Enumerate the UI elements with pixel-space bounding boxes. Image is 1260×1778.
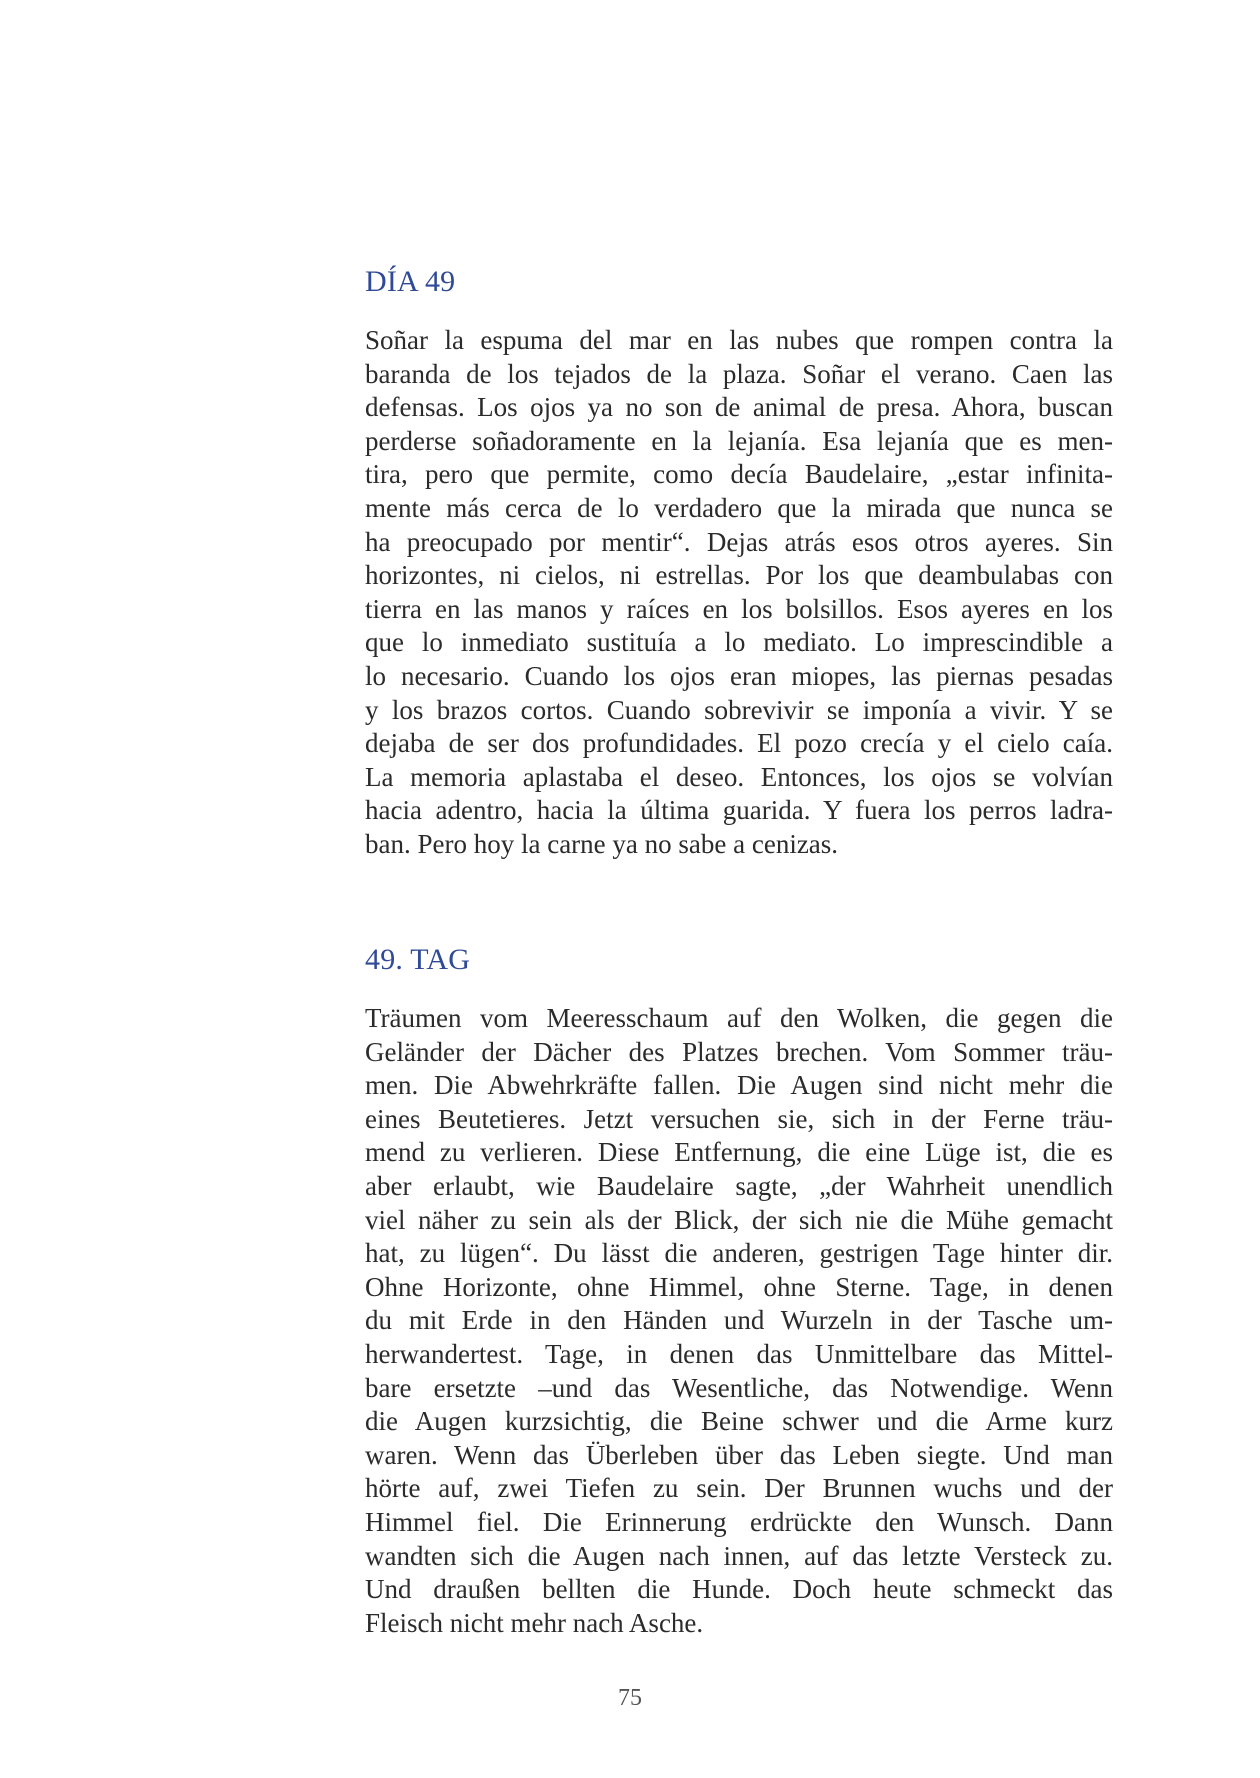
page-number: 75	[618, 1685, 642, 1711]
text-line: Fleisch nicht mehr nach Asche.	[365, 1607, 704, 1638]
text-line: Soñar la espuma del mar en las nubes que rompen contra la	[365, 325, 1113, 355]
text-line: tira, pero que permite, como decía Baudelaire, „estar infinita-	[365, 459, 1113, 490]
text-line: bare ersetzte –und das Wesentliche, das Notwendige. Wenn	[365, 1372, 1113, 1403]
text-line: hat, zu lügen“. Du lässt die anderen, gestrigen Tage hinter dir.	[365, 1238, 1113, 1269]
text-line: hörte auf, zwei Tiefen zu sein. Der Brunnen wuchs und der	[365, 1473, 1113, 1504]
text-line: tierra en las manos y raíces en los bolsillos. Esos ayeres en los	[365, 593, 1113, 624]
text-line: waren. Wenn das Überleben über das Leben siegte. Und man	[365, 1439, 1113, 1470]
text-line: Ohne Horizonte, ohne Himmel, ohne Sterne. Tage, in denen	[365, 1271, 1113, 1302]
section-german	[365, 940, 1113, 1640]
text-line: baranda de los tejados de la plaza. Soñar el verano. Caen las	[365, 358, 1113, 389]
text-line: die Augen kurzsichtig, die Beine schwer und die Arme kurz	[365, 1406, 1113, 1437]
section-body-spanish	[365, 324, 1113, 862]
text-line: que lo inmediato sustituía a lo mediato. Lo imprescindible a	[365, 627, 1113, 658]
text-line: aber erlaubt, wie Baudelaire sagte, „der Wahrheit unendlich	[365, 1170, 1113, 1201]
text-line: hacia adentro, hacia la última guarida. Y fuera los perros ladra-	[365, 795, 1113, 826]
text-line: herwandertest. Tage, in denen das Unmittelbare das Mittel-	[365, 1338, 1113, 1369]
text-line: y los brazos cortos. Cuando sobrevivir se imponía a vivir. Y se	[365, 694, 1113, 725]
text-line: du mit Erde in den Händen und Wurzeln in der Tasche um-	[365, 1305, 1113, 1336]
text-line: lo necesario. Cuando los ojos eran miopes, las piernas pesadas	[365, 660, 1113, 691]
text-line: wandten sich die Augen nach innen, auf das letzte Versteck zu.	[365, 1540, 1113, 1571]
text-line: perderse soñadoramente en la lejanía. Esa lejanía que es men-	[365, 425, 1113, 456]
section-heading-spanish: DÍA 49	[365, 265, 456, 298]
section-spanish	[365, 262, 1113, 862]
section-body-german	[365, 1002, 1113, 1640]
text-line: men. Die Abwehrkräfte fallen. Die Augen sind nicht mehr die	[365, 1070, 1113, 1101]
text-line: viel näher zu sein als der Blick, der sich nie die Mühe gemacht	[365, 1204, 1113, 1235]
text-line: ha preocupado por mentir“. Dejas atrás esos otros ayeres. Sin	[365, 526, 1113, 557]
text-line: ban. Pero hoy la carne ya no sabe a cenizas.	[365, 828, 839, 859]
text-line: La memoria aplastaba el deseo. Entonces, los ojos se volvían	[365, 761, 1113, 792]
text-line: Träumen vom Meeresschaum auf den Wolken, die gegen die	[365, 1003, 1113, 1033]
text-line: horizontes, ni cielos, ni estrellas. Por los que deambulabas con	[365, 560, 1113, 591]
section-heading-german: 49. TAG	[365, 943, 471, 976]
text-line: defensas. Los ojos ya no son de animal de presa. Ahora, buscan	[365, 392, 1113, 423]
text-line: eines Beutetieres. Jetzt versuchen sie, sich in der Ferne träu-	[365, 1103, 1113, 1134]
text-line: mend zu verlieren. Diese Entfernung, die eine Lüge ist, die es	[365, 1137, 1113, 1168]
text-line: Geländer der Dächer des Platzes brechen. Vom Sommer träu-	[365, 1036, 1113, 1067]
text-line: mente más cerca de lo verdadero que la mirada que nunca se	[365, 492, 1113, 523]
text-line: dejaba de ser dos profundidades. El pozo crecía y el cielo caía.	[365, 728, 1113, 759]
text-line: Himmel fiel. Die Erinnerung erdrückte den Wunsch. Dann	[365, 1506, 1113, 1537]
text-line: Und draußen bellten die Hunde. Doch heute schmeckt das	[365, 1574, 1113, 1605]
